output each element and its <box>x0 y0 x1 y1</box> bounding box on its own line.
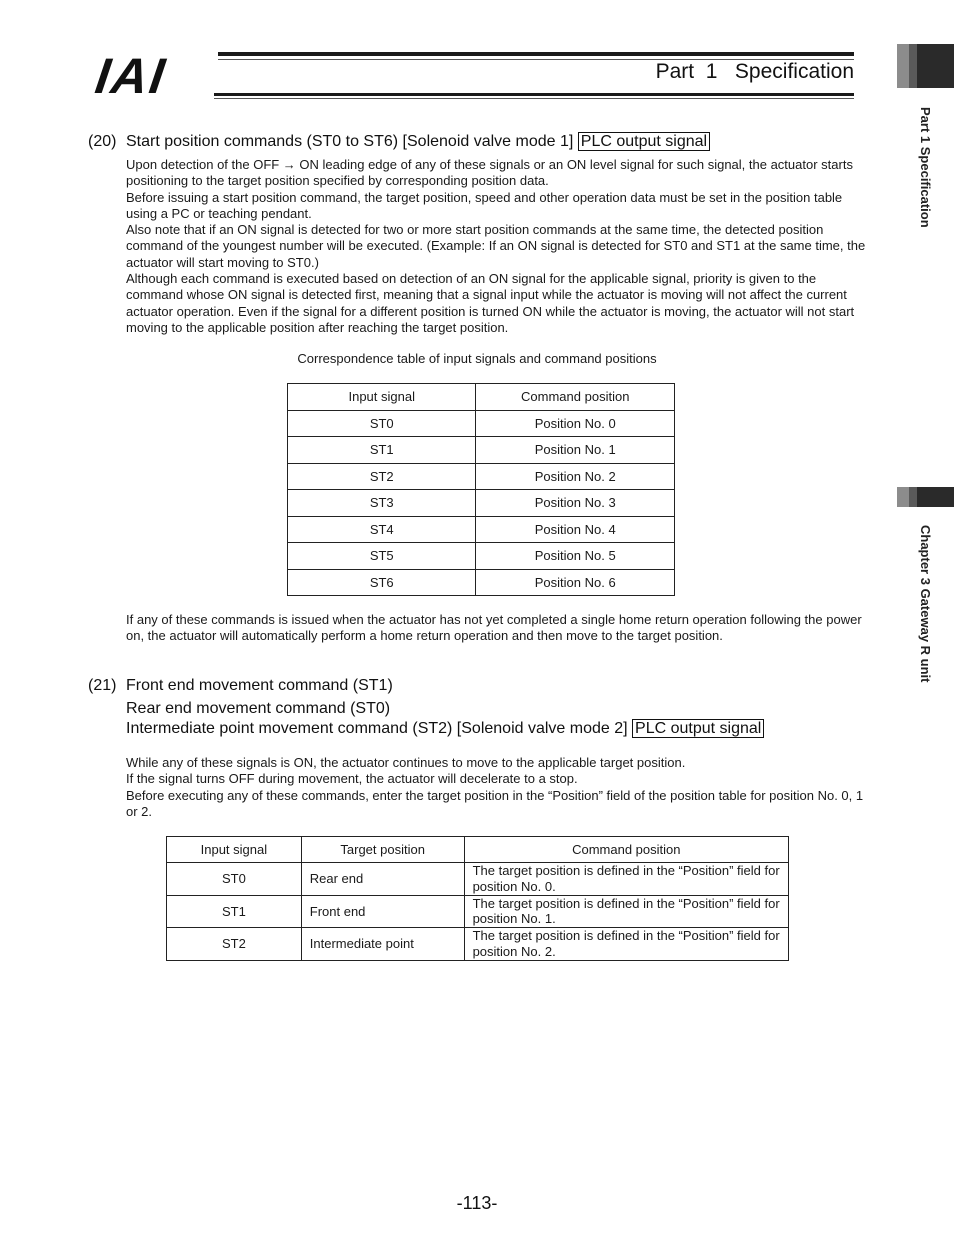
table-header-row <box>167 837 789 863</box>
section-21-line-3 <box>126 719 764 739</box>
section-20-body <box>126 157 868 336</box>
paragraph: Also note that if an ON signal is detected for two or more start position commands at the same time, the detected position command of the youngest number will be executed. (Example: If an ON signal is detected for ST0 and ST1 at the same time, the actuator will start moving to ST0.) <box>126 222 866 270</box>
header-title: Part 1 Specification <box>655 60 854 83</box>
table-cell: ST0 <box>288 410 476 437</box>
table-cell: ST2 <box>288 463 476 490</box>
section-21-number: (21) <box>88 677 117 694</box>
header-rule-bottom-thin <box>214 98 854 99</box>
page-number: -113- <box>456 1193 498 1213</box>
table-header-row <box>288 384 675 411</box>
section-21-line-1: Front end movement command (ST1) <box>126 677 393 694</box>
paragraph: Although each command is executed based on detection of an ON signal for the applicable signal, priority is given to the command whose ON signal is detected first, meaning that a signal input while the actuator is moving will not affect the current actuator operation. Even if the signal for a different position is turned ON while the actuator is moving, the actuator will not start moving to the applicable position after reaching the target position. <box>126 271 855 335</box>
plc-output-signal-badge: PLC output signal <box>632 719 764 738</box>
table-cell: The target position is defined in the “Position” field for position No. 0. <box>464 863 788 896</box>
paragraph: While any of these signals is ON, the actuator continues to move to the applicable target position. <box>126 755 686 770</box>
header-cell: Input signal <box>167 837 302 863</box>
table-cell: The target position is defined in the “Position” field for position No. 1. <box>464 895 788 928</box>
paragraph: Before issuing a start position command, the target position, speed and other operation data must be set in the position table using a PC or teaching pendant. <box>126 189 843 221</box>
table-cell: Position No. 2 <box>476 463 675 490</box>
header-rule-top <box>218 52 854 56</box>
table-cell: ST5 <box>288 543 476 570</box>
header-cell: Command position <box>464 837 788 863</box>
paragraph: If the signal turns OFF during movement, the actuator will decelerate to a stop. <box>126 771 578 787</box>
plc-output-signal-badge: PLC output signal <box>578 132 710 151</box>
table-cell: Position No. 4 <box>476 516 675 543</box>
table-cell: Position No. 3 <box>476 490 675 517</box>
header-cell: Input signal <box>288 384 476 411</box>
table-cell: Position No. 0 <box>476 410 675 437</box>
paragraph: If any of these commands is issued when the actuator has not yet completed a single home return operation following the power on, the actuator will automatically perform a home return operation and then move to the target position. <box>126 612 862 644</box>
table-cell: ST1 <box>288 437 476 464</box>
table-row <box>288 410 675 437</box>
table-cell: Intermediate point <box>301 928 464 961</box>
header-cell: Target position <box>301 837 464 863</box>
table-cell: ST1 <box>167 895 302 928</box>
table-cell: The target position is defined in the “Position” field for position No. 2. <box>464 928 788 961</box>
table-row <box>288 490 675 517</box>
table-cell: ST3 <box>288 490 476 517</box>
table-cell: ST0 <box>167 863 302 896</box>
table-cell: Position No. 1 <box>476 437 675 464</box>
table-row <box>288 463 675 490</box>
table-row <box>288 437 675 464</box>
side-tab-part-accent2 <box>909 44 917 88</box>
table-row <box>288 543 675 570</box>
paragraph: Upon detection of the OFF → ON leading edge of any of these signals or an ON level signal for such signal, the actuator starts positioning to the target position specified by corresponding position data. <box>126 157 853 189</box>
table-row <box>288 569 675 596</box>
side-tab-chapter-accent <box>897 487 909 507</box>
table-row <box>167 895 789 928</box>
side-tab-part-accent <box>897 44 909 88</box>
header-rule-bottom <box>214 93 854 96</box>
table-caption: Correspondence table of input signals and command positions <box>297 351 657 366</box>
table-cell: Position No. 6 <box>476 569 675 596</box>
table-cell: ST4 <box>288 516 476 543</box>
table-row <box>288 516 675 543</box>
table-row <box>167 928 789 961</box>
table-cell: Position No. 5 <box>476 543 675 570</box>
section-21-line-2: Rear end movement command (ST0) <box>126 700 391 717</box>
section-21-body <box>126 755 868 820</box>
table-cell: ST6 <box>288 569 476 596</box>
table-cell: Front end <box>301 895 464 928</box>
side-tab-chapter-accent2 <box>909 487 917 507</box>
header-cell: Command position <box>476 384 675 411</box>
side-label-part: Part 1 Specification <box>918 107 933 228</box>
section-21-title: Intermediate point movement command (ST2) [Solenoid valve mode 2] <box>126 720 628 737</box>
table-row <box>167 863 789 896</box>
section-20-title: Start position commands (ST0 to ST6) [Solenoid valve mode 1] <box>126 133 574 150</box>
signal-position-table <box>287 383 675 596</box>
table-cell: ST2 <box>167 928 302 961</box>
section-20-number: (20) <box>88 133 117 150</box>
table-cell: Rear end <box>301 863 464 896</box>
side-label-chapter: Chapter 3 Gateway R unit <box>918 525 933 683</box>
section-20-note <box>126 612 868 645</box>
section-20-heading <box>126 132 710 152</box>
movement-command-table <box>166 836 789 961</box>
paragraph: Before executing any of these commands, enter the target position in the “Position” field of the position table for position No. 0, 1 or 2. <box>126 787 864 819</box>
iai-logo: IAI <box>92 48 170 104</box>
